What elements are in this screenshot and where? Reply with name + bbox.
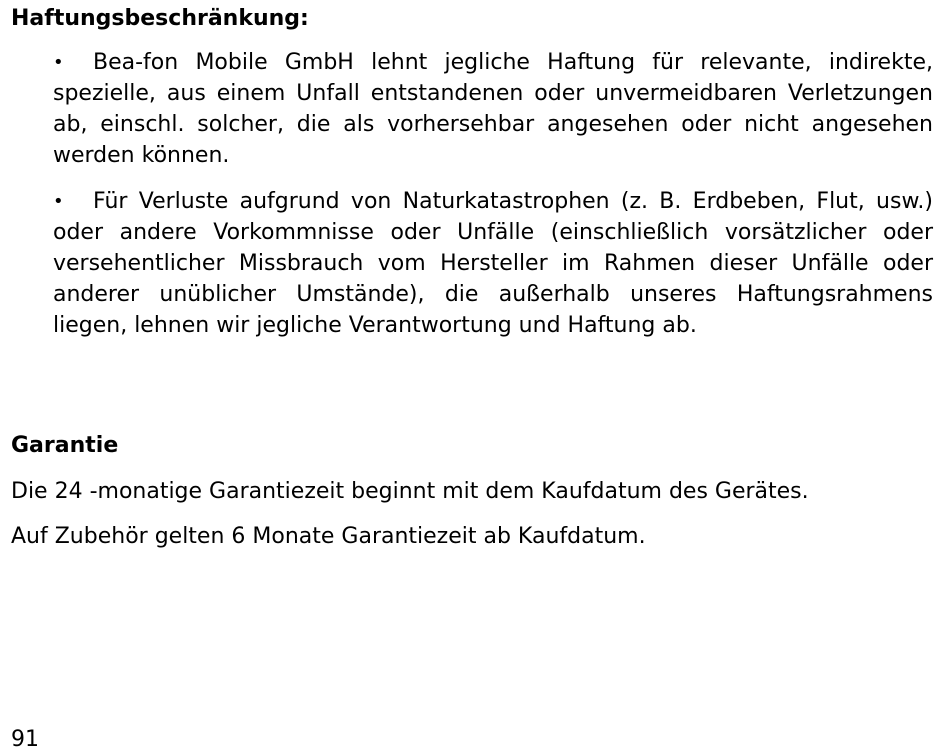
liability-heading: Haftungsbeschränkung: — [11, 6, 309, 31]
liability-bullet-text: Bea-fon Mobile GmbH lehnt jegliche Haftung für relevante, indirekte, spezielle, aus einem Unfall entstandenen oder unvermeidbaren Verletzungen ab, einschl. solcher, die als vorhersehbar angesehen oder nicht angesehen werden können. — [53, 50, 933, 168]
warranty-heading: Garantie — [11, 433, 119, 458]
bullet-icon: • — [53, 191, 64, 212]
page-number: 91 — [11, 727, 39, 752]
liability-bullet-item — [53, 47, 933, 171]
warranty-paragraph: Die 24 -monatige Garantiezeit beginnt mit dem Kaufdatum des Gerätes. — [11, 479, 809, 504]
liability-bullet-item — [53, 186, 933, 341]
bullet-icon: • — [53, 52, 64, 73]
warranty-paragraph: Auf Zubehör gelten 6 Monate Garantiezeit ab Kaufdatum. — [11, 524, 646, 549]
liability-bullet-text: Für Verluste aufgrund von Naturkatastrophen (z. B. Erdbeben, Flut, usw.) oder andere Vorkommnisse oder Unfälle (einschließlich vorsätzlicher oder versehentlicher Missbrauch vom Hersteller im Rahmen dieser Unfälle oder anderer unüblicher Umstände), die außerhalb unseres Haftungsrahmens liegen, lehnen wir jegliche Verantwortung und Haftung ab. — [53, 189, 933, 338]
